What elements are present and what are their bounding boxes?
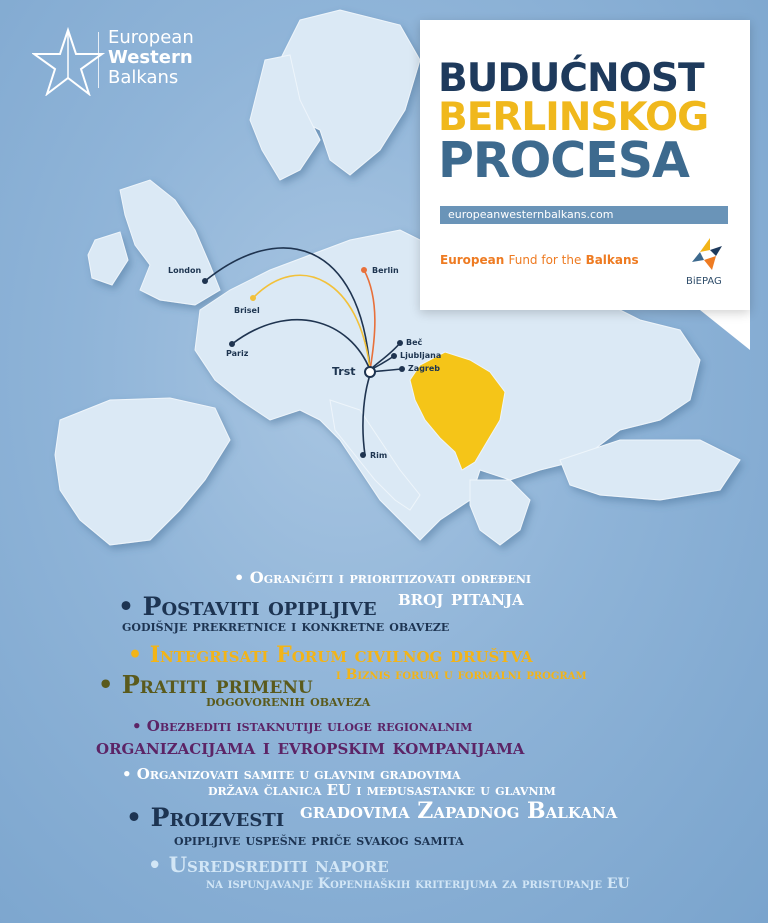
britain-shape [120, 180, 220, 305]
london-dot [202, 278, 208, 284]
bullet-8-line1: • Usredsrediti napore [148, 852, 389, 877]
berlin-dot [361, 267, 367, 273]
bullet-8-line2: na ispunjavanje Kopenhaških kriterijuma za pristupanje EU [206, 876, 630, 892]
title-line1: BUDUĆNOST [438, 56, 704, 101]
city-label-zagreb: Zagreb [408, 364, 441, 373]
bullet-2-line1: • Postaviti opipljive [118, 592, 377, 621]
title-line2: BERLINSKOG [438, 95, 709, 140]
bullet-5-line1: • Obezbediti istaknutije uloge regionalnim [132, 717, 473, 735]
fund-part2: Fund for the [508, 253, 582, 267]
bullet-1-line2: broj pitanja [398, 585, 524, 611]
title-line3: PROCESA [438, 132, 689, 189]
pariz-dot [229, 341, 235, 347]
city-label-bec: Beč [406, 338, 423, 347]
trst-dot [365, 367, 375, 377]
title-card [420, 20, 750, 310]
city-label-rim: Rim [370, 451, 388, 460]
fund-label [440, 253, 639, 267]
bullet-6-line1: • Organizovati samite u glavnim gradovima [122, 765, 461, 783]
biepag-label: BiEPAG [686, 276, 722, 287]
bullet-2-line2: godišnje prekretnice i konkretne obaveze [122, 617, 450, 635]
logo-line1: European [108, 27, 194, 48]
bullet-6-line3: gradovima Zapadnog Balkana [300, 798, 618, 824]
zagreb-dot [399, 366, 405, 372]
ljubljana-dot [391, 353, 397, 359]
logo-line2: Western [108, 47, 193, 68]
city-label-trst: Trst [332, 365, 356, 378]
bullet-4-line2: dogovorenih obaveza [206, 692, 371, 710]
logo-divider [98, 32, 99, 88]
rim-dot [360, 452, 366, 458]
city-label-pariz: Pariz [226, 349, 249, 358]
logo-text [108, 28, 194, 88]
city-label-berlin: Berlin [372, 266, 399, 275]
website-link[interactable]: europeanwesternbalkans.com [440, 206, 728, 224]
city-label-brisel: Brisel [234, 306, 260, 315]
bullet-7-line1: • Proizvesti [126, 803, 285, 832]
ireland-shape [88, 232, 128, 285]
city-label-london: London [168, 266, 202, 275]
bullet-7-line2: opipljive uspešne priče svakog samita [174, 831, 464, 849]
bullet-3-line1: • Integrisati Forum civilnog društva [128, 642, 533, 668]
bullet-4-line1: • Pratiti primenu [98, 670, 313, 699]
fund-part1: European [440, 253, 505, 267]
bullet-6-line2: država članica EU i međusastanke u glavnim [208, 781, 556, 799]
bullet-1-line1: • Ograničiti i prioritizovati određeni [234, 568, 532, 587]
brisel-dot [250, 295, 256, 301]
greece-shape [470, 480, 530, 545]
logo-line3: Balkans [108, 67, 179, 88]
bec-dot [397, 340, 403, 346]
bullet-3-line2: i Biznis forum u formalni program [336, 667, 587, 683]
city-label-ljubljana: Ljubljana [400, 351, 442, 360]
fund-part3: Balkans [585, 253, 639, 267]
bullet-5-line2: organizacijama i evropskim kompanijama [96, 734, 525, 760]
iberia-shape [55, 398, 230, 545]
